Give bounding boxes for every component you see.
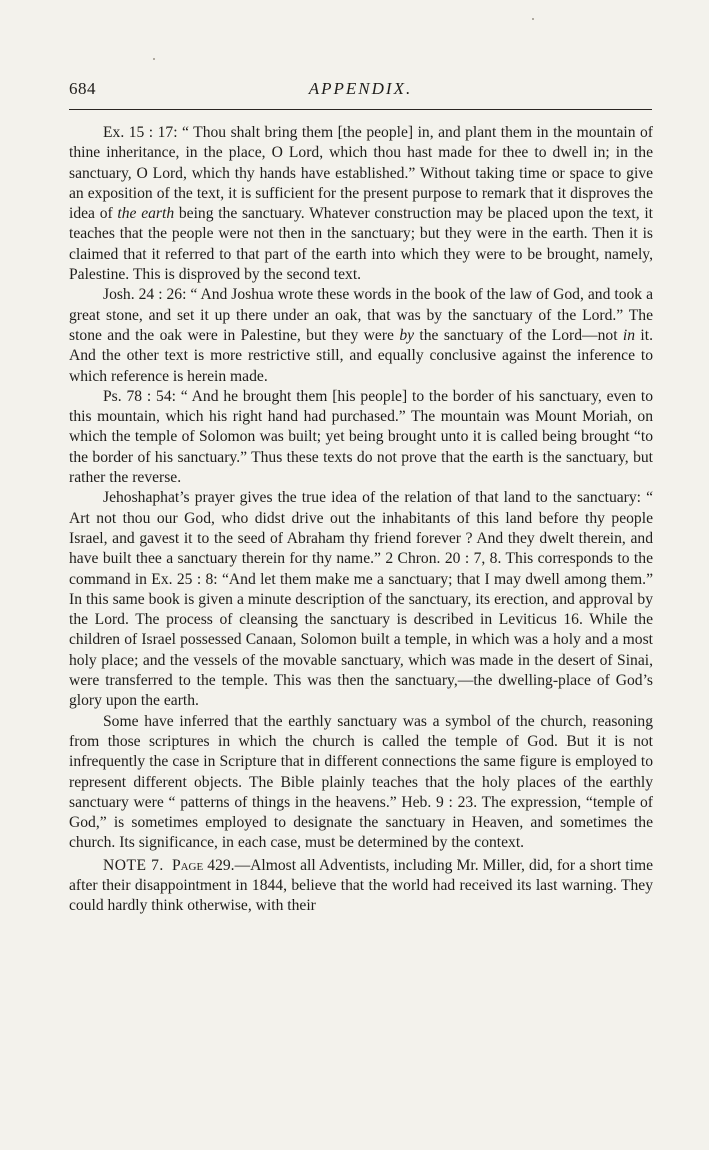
note-label: NOTE 7. (103, 856, 164, 874)
body-text (69, 123, 653, 917)
paragraph (69, 488, 653, 711)
paragraph-text: Some have inferred that the earthly sanctuary was a symbol of the church, reasoning from those scriptures in which the church is called the temple of God. But it is not infrequently the case in Scripture that in different connections the same figure is employed to represent different objects. The Bible plainly teaches that the holy places of the earthly sanctuary were “ patterns of things in the heavens.” Heb. 9 : 23. The expression, “temple of God,” is sometimes employed to designate the sanctuary in Heaven, and sometimes the church. Its significance, in each case, must be determined by the context. (69, 712, 653, 852)
paragraph (69, 285, 653, 386)
emphasis-text: the earth (117, 205, 175, 223)
note-paragraph (69, 856, 653, 917)
paragraph (69, 712, 653, 854)
paragraph (69, 387, 653, 488)
paragraph-text: Ex. 15 : 17: “ Thou shalt bring them [the people] in, and plant them in the mountain of thine inheritance, in the place, O Lord, which thou hast made for thee to dwell in; in the sanctuary, O Lord, which thy hands have established.” Without taking time or space to give an exposition of the text, it is sufficient for the present purpose to remark that it disproves the idea of (69, 124, 653, 223)
paragraph-text: Josh. 24 : 26: “ And Joshua wrote these words in the book of the law of God, and took a great stone, and set it up there under an oak, that was by the sanctuary of the Lord.” The stone and the oak were in Palestine, but they were (69, 286, 653, 344)
paper-speck (153, 58, 155, 60)
paragraph-text: being the sanctuary. Whatever construction may be placed upon the text, it teaches that the people were not then in the sanctuary; but they were in the earth. Then it is claimed that it referred to that part of the earth into which they were to be brought, namely, Palestine. This is disproved by the second text. (69, 205, 653, 284)
emphasis-text: by (399, 326, 415, 344)
note-page-reference: Page 429. (171, 856, 235, 874)
emphasis-text: in (622, 326, 636, 344)
paragraph-text: it. And the other text is more restrictive still, and equally conclusive against the inference to which reference is herein made. (69, 326, 653, 385)
paragraph-list (69, 123, 653, 854)
paragraph (69, 123, 653, 285)
paragraph-text: Ps. 78 : 54: “ And he brought them [his people] to the border of his sanctuary, even to this mountain, which his right hand had purchased.” The mountain was Mount Moriah, on which the temple of Solomon was built; yet being brought unto it is called being brought “to the border of his sanctuary.” Thus these texts do not prove that the earth is the sanctuary, but rather the reverse. (69, 387, 653, 487)
paragraph-text: Jehoshaphat’s prayer gives the true idea of the relation of that land to the sanctuary: “ Art not thou our God, who didst drive out the inhabitants of this land before thy people Israel, and gavest it to the seed of Abraham thy friend forever ? And they dwelt therein, and have built thee a sanctuary therein for thy name.” 2 Chron. 20 : 7, 8. This corresponds to the command in Ex. 25 : 8: “And let them make me a sanctuary; that I may dwell among them.” In this same book is given a minute description of the sanctuary, its erection, and approval by the Lord. The process of cleansing the sanctuary is described in Leviticus 16. While the children of Israel possessed Canaan, Solomon built a temple, in which was a holy and a most holy place; and the vessels of the movable sanctuary, which was made in the desert of Sinai, were transferred to the temple. This was then the sanctuary,—the dwelling-place of God’s glory upon the earth. (69, 489, 653, 710)
header-rule (69, 109, 652, 110)
page-number: 684 (69, 79, 96, 98)
page-header (69, 79, 652, 103)
running-head: APPENDIX. (308, 79, 413, 98)
note-text: —Almost all Adventists, including Mr. Miller, did, for a short time after their disappointment in 1844, believe that the world had received its last warning. They could hardly think otherwise, with their (69, 856, 654, 915)
paper-speck (532, 18, 534, 20)
paragraph-text: the sanctuary of the Lord—not (414, 326, 623, 344)
